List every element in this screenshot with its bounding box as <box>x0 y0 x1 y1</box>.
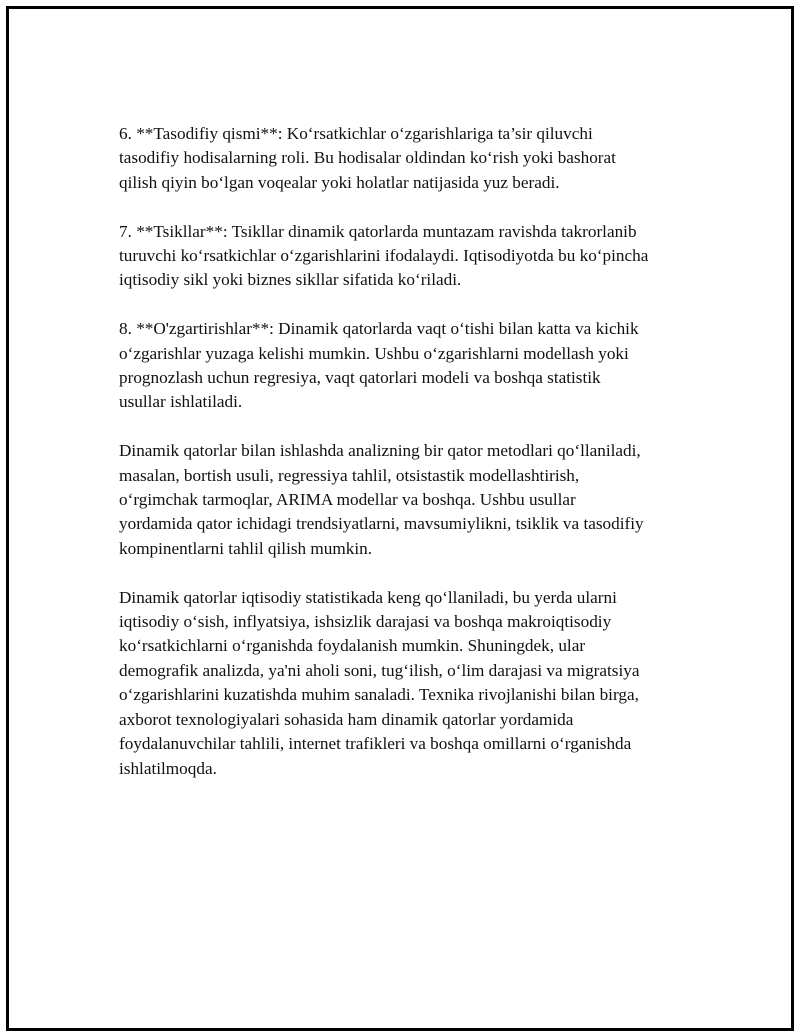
text-line: 8. **O'zgartirishlar**: Dinamik qatorlarda vaqt o‘tishi bilan katta va kichik <box>119 319 639 339</box>
text-line: prognozlash uchun regresiya, vaqt qatorlari modeli va boshqa statistik <box>119 368 601 388</box>
text-line: axborot texnologiyalari sohasida ham dinamik qatorlar yordamida <box>119 709 574 729</box>
text-line: 6. **Tasodifiy qismi**: Ko‘rsatkichlar o‘zgarishlariga ta’sir qiluvchi <box>119 124 593 143</box>
text-line: Dinamik qatorlar bilan ishlashda analizning bir qator metodlari qo‘llaniladi, <box>119 441 641 461</box>
text-line: iqtisodiy o‘sish, inflyatsiya, ishsizlik darajasi va boshqa makroiqtisodiy <box>119 612 612 632</box>
text-line: tasodifiy hodisalarning roli. Bu hodisalar oldindan ko‘rish yoki bashorat <box>119 148 616 168</box>
text-line: o‘zgarishlar yuzaga kelishi mumkin. Ushbu o‘zgarishlarni modellash yoki <box>119 343 629 363</box>
text-line: ishlatilmoqda. <box>119 758 217 778</box>
text-line: foydalanuvchilar tahlili, internet trafikleri va boshqa omillarni o‘rganishda <box>119 734 632 754</box>
text-line: masalan, bortish usuli, regressiya tahlil, otsistastik modellashtirish, <box>119 465 580 485</box>
paragraph-tsikllar <box>119 220 699 293</box>
page-border <box>6 6 794 1031</box>
text-line: demografik analizda, ya'ni aholi soni, tug‘ilish, o‘lim darajasi va migratsiya <box>119 660 640 680</box>
paragraph-ozgartirishlar <box>119 317 699 415</box>
text-line: ko‘rsatkichlarni o‘rganishda foydalanish mumkin. Shuningdek, ular <box>119 636 586 656</box>
paragraph-applications <box>119 586 699 781</box>
document-body <box>119 122 699 805</box>
paragraph-tasodifiy-qismi <box>119 122 699 195</box>
text-line: o‘zgarishlarini kuzatishda muhim sanaladi. Texnika rivojlanishi bilan birga, <box>119 685 639 705</box>
text-line: o‘rgimchak tarmoqlar, ARIMA modellar va boshqa. Ushbu usullar <box>119 490 576 510</box>
text-line: Dinamik qatorlar iqtisodiy statistikada keng qo‘llaniladi, bu yerda ularni <box>119 587 617 607</box>
text-line: iqtisodiy sikl yoki biznes sikllar sifatida ko‘riladi. <box>119 270 462 290</box>
text-line: yordamida qator ichidagi trendsiyatlarni, mavsumiylikni, tsiklik va tasodifiy <box>119 514 644 534</box>
text-line: usullar ishlatiladi. <box>119 392 243 412</box>
text-line: kompinentlarni tahlil qilish mumkin. <box>119 538 373 558</box>
text-line: 7. **Tsikllar**: Tsikllar dinamik qatorlarda muntazam ravishda takrorlanib <box>119 221 637 241</box>
paragraph-analysis-methods <box>119 439 699 561</box>
text-line: turuvchi ko‘rsatkichlar o‘zgarishlarini ifodalaydi. Iqtisodiyotda bu ko‘pincha <box>119 246 649 266</box>
text-line: qilish qiyin bo‘lgan voqealar yoki holatlar natijasida yuz beradi. <box>119 172 560 192</box>
